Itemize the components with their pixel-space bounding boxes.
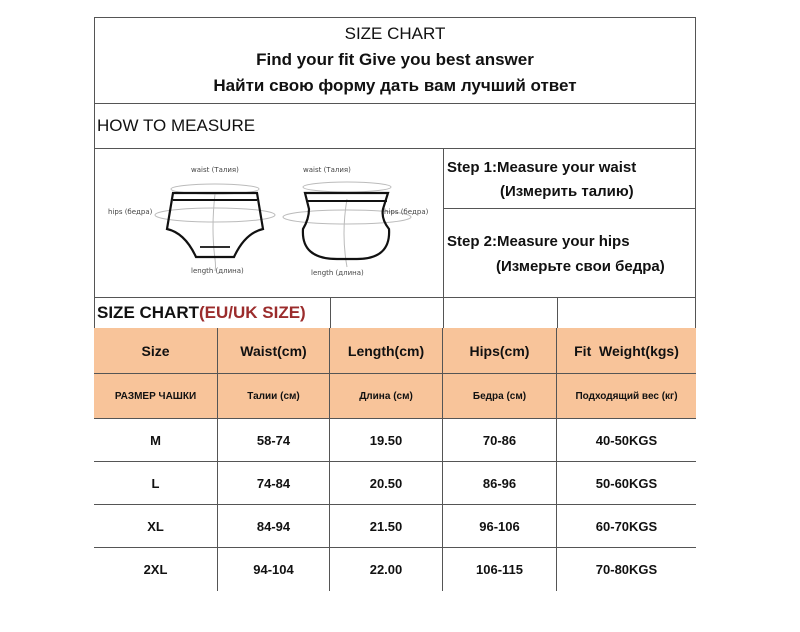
- cell-hips: 106-115: [443, 548, 557, 591]
- cell-hips: 70-86: [443, 419, 557, 462]
- waist-label: waist (Талия): [303, 166, 351, 174]
- size-chart-title: [97, 297, 306, 328]
- table-row: [94, 462, 696, 505]
- size-chart-title-main: SIZE CHART: [97, 302, 199, 322]
- cell-hips: 86-96: [443, 462, 557, 505]
- step-1-ru: (Измерить талию): [500, 183, 634, 200]
- header-size: Size: [94, 328, 218, 374]
- cell-waist: 74-84: [218, 462, 330, 505]
- cell-weight: 50-60KGS: [557, 462, 696, 505]
- step-2-ru: (Измерьте свои бедра): [496, 258, 665, 275]
- waist-label: waist (Талия): [191, 166, 239, 174]
- size-chart-title-suffix: (EU/UK SIZE): [199, 302, 306, 322]
- cell-weight: 60-70KGS: [557, 505, 696, 548]
- cell-waist: 84-94: [218, 505, 330, 548]
- cell-size: M: [94, 419, 218, 462]
- header-waist: Waist(cm): [218, 328, 330, 374]
- table-header-en: [94, 328, 696, 374]
- table-row: [94, 548, 696, 591]
- divider: [330, 297, 331, 328]
- header-weight: Fit Weight(kgs): [557, 328, 696, 374]
- header-size-ru: РАЗМЕР ЧАШКИ: [94, 374, 218, 419]
- length-label: length (длина): [191, 267, 244, 275]
- table-row: [94, 505, 696, 548]
- divider: [443, 208, 696, 209]
- step-2-en: Step 2:Measure your hips: [447, 233, 630, 250]
- size-table: [94, 328, 696, 591]
- cell-length: 21.50: [330, 505, 443, 548]
- divider: [443, 297, 444, 328]
- step-1-en: Step 1:Measure your waist: [447, 159, 637, 176]
- cell-length: 20.50: [330, 462, 443, 505]
- divider: [557, 297, 558, 328]
- subtitle-en: Find your fit Give you best answer: [256, 50, 534, 69]
- cell-weight: 70-80KGS: [557, 548, 696, 591]
- cell-length: 19.50: [330, 419, 443, 462]
- cell-weight: 40-50KGS: [557, 419, 696, 462]
- cell-size: 2XL: [94, 548, 218, 591]
- header-waist-ru: Талии (см): [218, 374, 330, 419]
- length-label: length (длина): [311, 269, 364, 277]
- cell-waist: 58-74: [218, 419, 330, 462]
- table-header-ru: [94, 374, 696, 419]
- subtitle-ru: Найти свою форму дать вам лучший ответ: [213, 76, 577, 95]
- header-length: Length(cm): [330, 328, 443, 374]
- cell-length: 22.00: [330, 548, 443, 591]
- how-to-measure-heading: HOW TO MEASURE: [97, 115, 256, 135]
- header-weight-ru: Подходящий вес (кг): [557, 374, 696, 419]
- measurement-figures: [95, 149, 443, 297]
- hips-label: hips (бедра): [108, 208, 153, 216]
- header-length-ru: Длина (см): [330, 374, 443, 419]
- cell-hips: 96-106: [443, 505, 557, 548]
- divider: [443, 148, 444, 297]
- table-row: [94, 419, 696, 462]
- page-title: SIZE CHART: [344, 24, 446, 43]
- hips-label: hips (бедра): [384, 208, 429, 216]
- cell-waist: 94-104: [218, 548, 330, 591]
- header-hips: Hips(cm): [443, 328, 557, 374]
- underwear-diagram-icon: [95, 149, 443, 297]
- title-block: [94, 17, 696, 103]
- cell-size: XL: [94, 505, 218, 548]
- header-hips-ru: Бедра (см): [443, 374, 557, 419]
- cell-size: L: [94, 462, 218, 505]
